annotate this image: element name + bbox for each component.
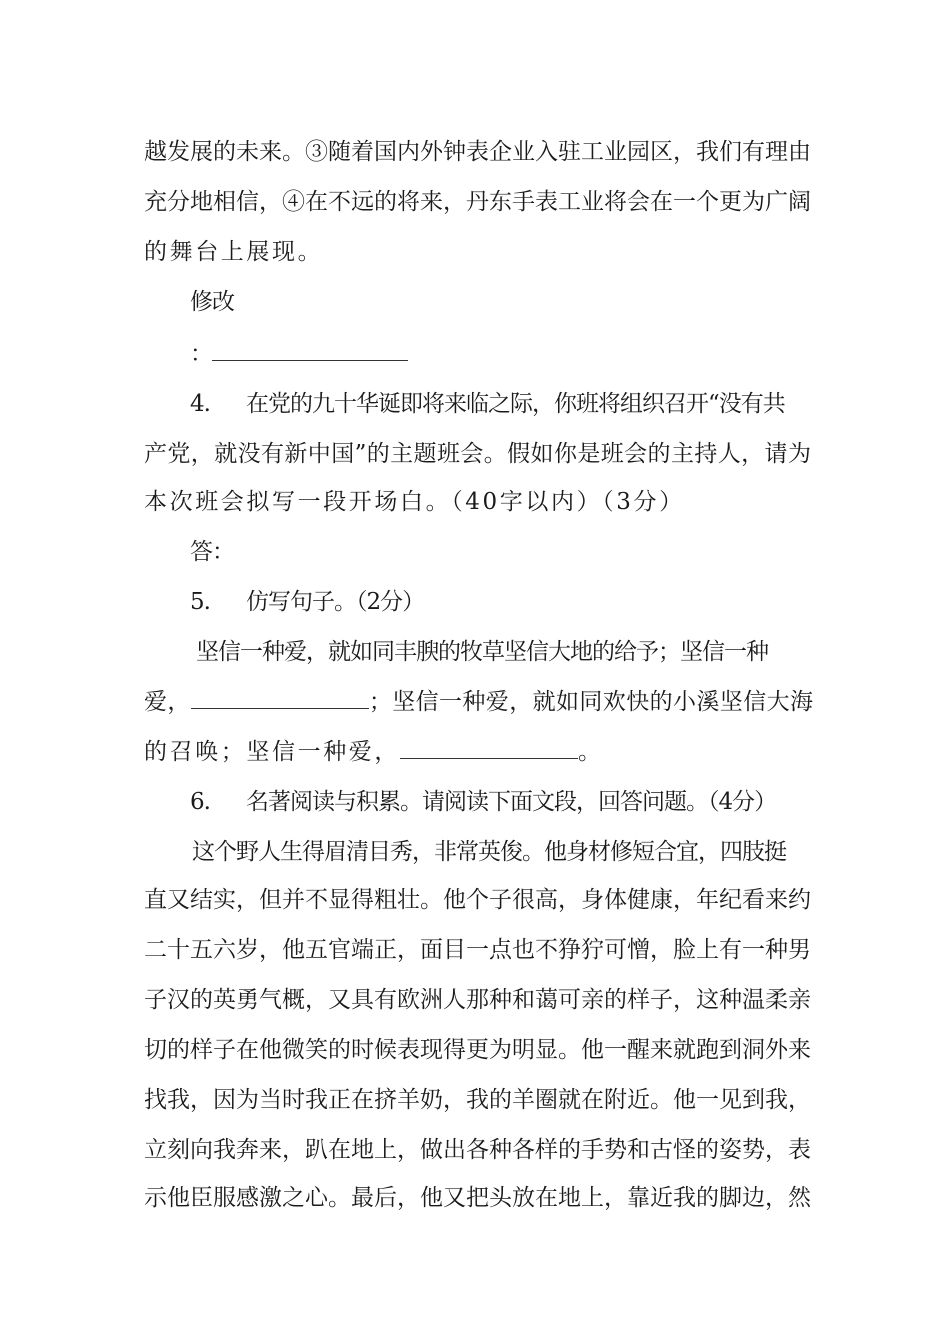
passage-line: 直又结实，但并不显得粗壮。他个子很高，身体健康，年纪看来约 bbox=[144, 887, 811, 913]
question-5-title-line bbox=[190, 586, 860, 618]
question-6-number: 6. bbox=[190, 789, 210, 815]
revise-label: 修改 bbox=[190, 289, 234, 315]
question-5-line-3-prefix: 的召唤；坚信一种爱， bbox=[144, 739, 400, 765]
question-4-text-1: 在党的九十华诞即将来临之际，你班将组织召开“没有共 bbox=[246, 391, 785, 417]
passage-line: 这个野人生得眉清目秀，非常英俊。他身材修短合宜，四肢挺 bbox=[192, 839, 786, 865]
question-4-line-2: 产党，就没有新中国”的主题班会。假如你是班会的主持人，请为 bbox=[144, 441, 812, 467]
question-5-line-1: 坚信一种爱，就如同丰腴的牧草坚信大地的给予；坚信一种 bbox=[196, 639, 768, 665]
revise-colon: ： bbox=[190, 341, 212, 367]
question-5-title: 仿写句子。（2分） bbox=[246, 589, 425, 615]
question-5-blank-2[interactable] bbox=[400, 736, 578, 759]
question-5-line-3 bbox=[144, 736, 814, 768]
passage-line: 示他臣服感激之心。最后，他又把头放在地上，靠近我的脚边，然 bbox=[144, 1185, 811, 1211]
question-5-line-2-prefix: 爱， bbox=[144, 689, 191, 715]
passage-line: 二十五六岁，他五官端正，面目一点也不狰狞可憎，脸上有一种男 bbox=[144, 937, 811, 963]
question-6-title-line bbox=[190, 786, 860, 818]
question-4-number: 4. bbox=[190, 391, 210, 417]
continuation-line-2: 充分地相信，④在不远的将来，丹东手表工业将会在一个更为广阔 bbox=[144, 189, 811, 215]
passage-line: 切的样子在他微笑的时候表现得更为明显。他一醒来就跑到洞外来 bbox=[144, 1037, 811, 1063]
question-4-answer-label: 答： bbox=[190, 539, 234, 565]
passage-line: 立刻向我奔来，趴在地上，做出各种各样的手势和古怪的姿势，表 bbox=[144, 1137, 811, 1163]
question-6-title: 名著阅读与积累。请阅读下面文段，回答问题。（4分） bbox=[246, 789, 777, 815]
passage-line: 子汉的英勇气概，又具有欧洲人那种和蔼可亲的样子，这种温柔亲 bbox=[144, 987, 811, 1013]
question-5-line-2-suffix: ；坚信一种爱，就如同欢快的小溪坚信大海 bbox=[368, 689, 814, 715]
question-4-line-3: 本次班会拟写一段开场白。（40字以内）（3分） bbox=[144, 489, 685, 515]
question-5-line-3-suffix: 。 bbox=[578, 739, 604, 765]
revise-answer-blank[interactable] bbox=[212, 338, 408, 361]
revise-answer-row bbox=[190, 338, 860, 370]
question-5-number: 5. bbox=[190, 589, 210, 615]
passage-line: 找我，因为当时我正在挤羊奶，我的羊圈就在附近。他一见到我， bbox=[144, 1087, 811, 1113]
continuation-line-1: 越发展的未来。③随着国内外钟表企业入驻工业园区，我们有理由 bbox=[144, 139, 811, 165]
continuation-line-3: 的舞台上展现。 bbox=[144, 239, 324, 265]
question-5-line-2 bbox=[144, 686, 814, 718]
question-5-blank-1[interactable] bbox=[191, 686, 369, 709]
question-4-line-1 bbox=[190, 388, 860, 420]
